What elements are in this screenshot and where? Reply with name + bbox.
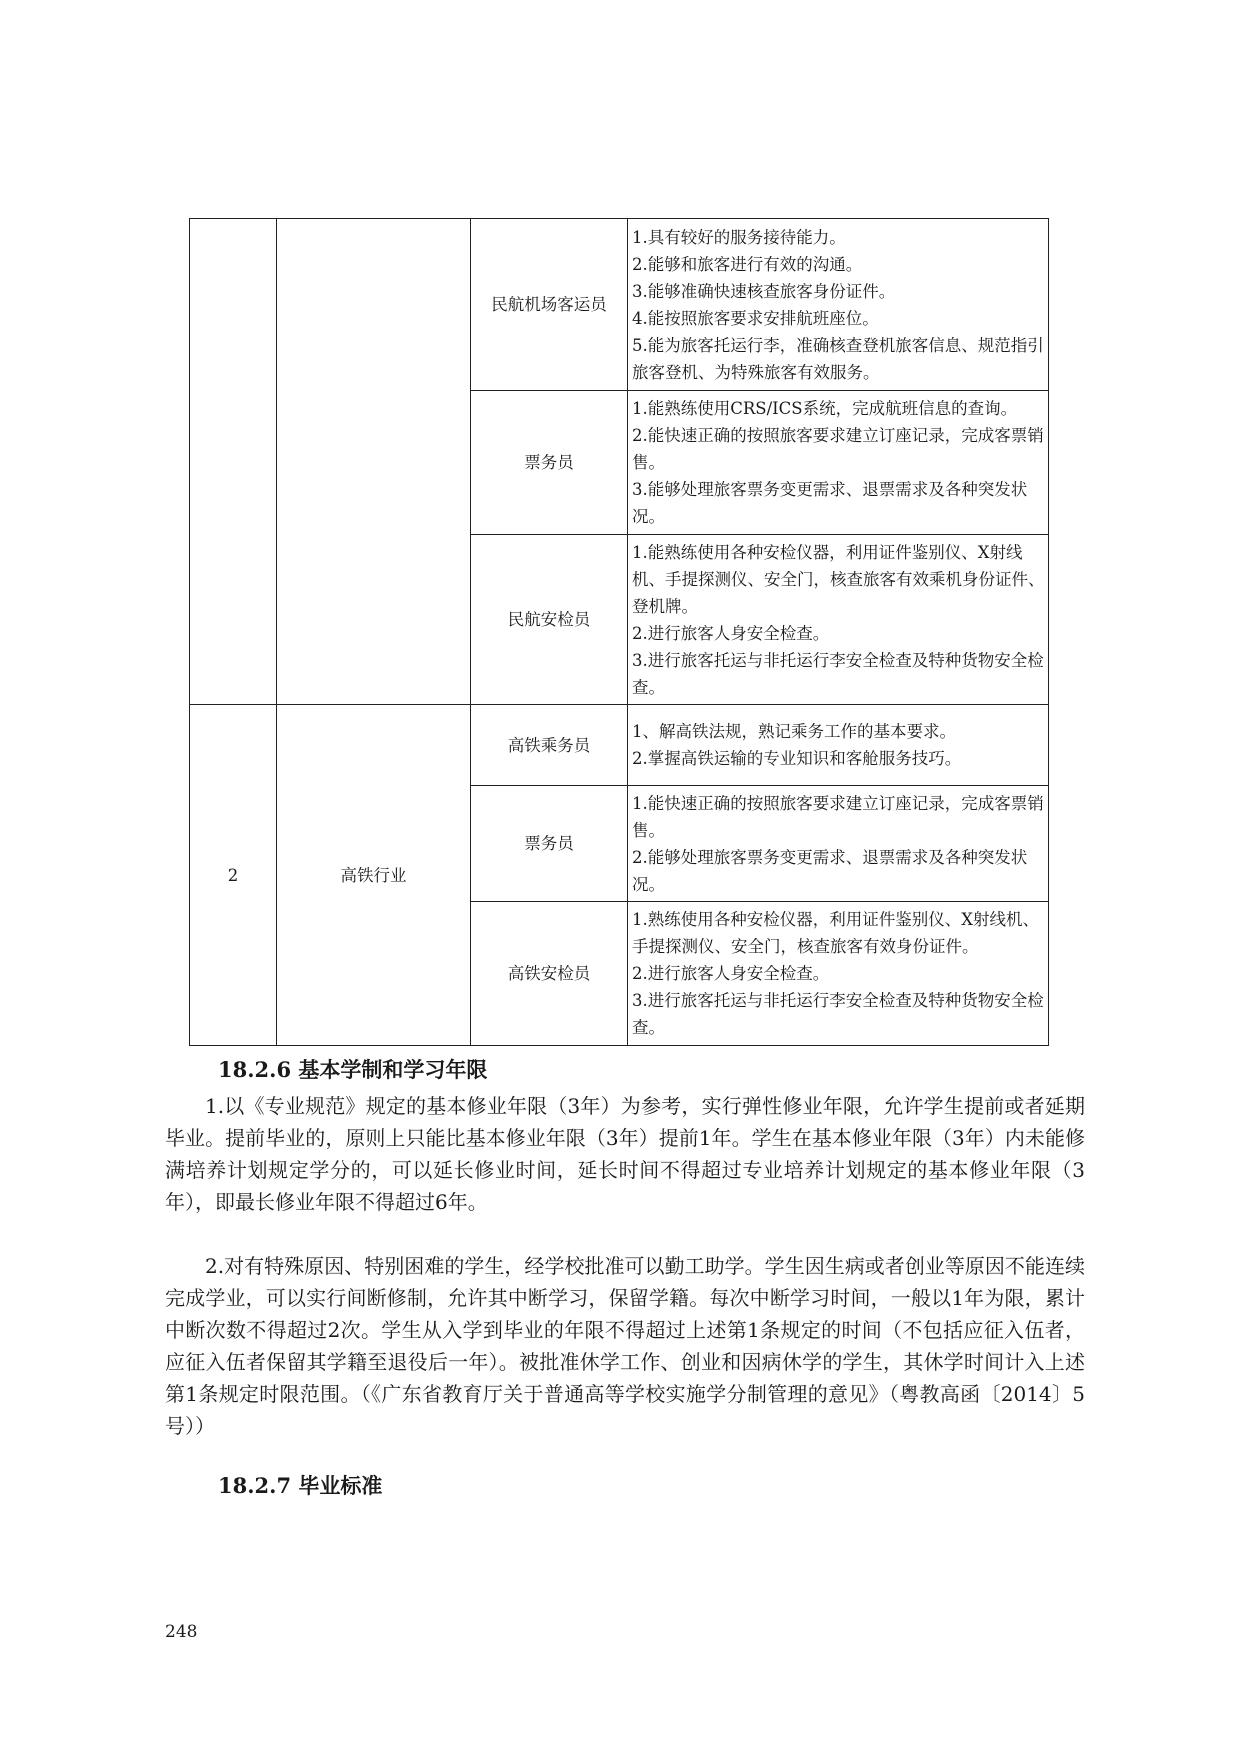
requirement-item: 1.熟练使用各种安检仪器，利用证件鉴别仪、X射线机、手提探测仪、安全门，核查旅客有效身份证件。 <box>632 910 1039 956</box>
requirement-item: 2.能够处理旅客票务变更需求、退票需求及各种突发状况。 <box>632 847 1028 894</box>
requirement-item: 1.能熟练使用各种安检仪器，利用证件鉴别仪、X射线机、手提探测仪、安全门，核查旅客有效乘机身份证件、登机牌。 <box>632 542 1045 616</box>
requirements-cell <box>628 786 1049 902</box>
row-number-cell: 2 <box>190 705 277 1046</box>
position-cell: 票务员 <box>471 786 628 902</box>
requirement-item: 1.能快速正确的按照旅客要求建立订座记录，完成客票销售。 <box>632 793 1044 840</box>
requirement-item: 1.具有较好的服务接待能力。 <box>632 227 846 247</box>
row-number-cell <box>190 219 277 705</box>
requirement-item: 2.掌握高铁运输的专业知识和客舱服务技巧。 <box>632 749 962 768</box>
requirements-cell <box>628 535 1049 705</box>
section-heading: 18.2.7 毕业标准 <box>218 1473 383 1498</box>
requirement-item: 5.能为旅客托运行李，准确核查登机旅客信息、规范指引旅客登机、为特殊旅客有效服务。 <box>632 335 1044 382</box>
table-row <box>190 705 1049 786</box>
requirement-item: 3.进行旅客托运与非托运行李安全检查及特种货物安全检查。 <box>632 991 1044 1037</box>
position-cell: 民航机场客运员 <box>471 219 628 391</box>
requirement-item: 1.能熟练使用CRS/ICS系统，完成航班信息的查询。 <box>632 399 1018 418</box>
industry-cell <box>277 219 471 705</box>
requirement-item: 2.进行旅客人身安全检查。 <box>632 623 830 643</box>
requirement-item: 2.能够和旅客进行有效的沟通。 <box>632 254 863 274</box>
requirement-item: 2.进行旅客人身安全检查。 <box>632 964 830 983</box>
body-paragraph: 1.以《专业规范》规定的基本修业年限（3年）为参考，实行弹性修业年限，允许学生提前或者延期毕业。提前毕业的，原则上只能比基本修业年限（3年）提前1年。学生在基本修业年限（3年）内未能修满培养计划规定学分的，可以延长修业时间，延长时间不得超过专业培养计划规定的基本修业年限（3年），即最长修业年限不得超过6年。 <box>165 1094 1085 1214</box>
requirements-cell <box>628 705 1049 786</box>
requirements-cell <box>628 391 1049 535</box>
body-paragraph: 2.对有特殊原因、特别困难的学生，经学校批准可以勤工助学。学生因生病或者创业等原因不能连续完成学业，可以实行间断修制，允许其中断学习，保留学籍。每次中断学习时间，一般以1年为限，累计中断次数不得超过2次。学生从入学到毕业的年限不得超过上述第1条规定的时间（不包括应征入伍者，应征入伍者保留其学籍至退役后一年）。被批准休学工作、创业和因病休学的学生，其休学时间计入上述第1条规定时限范围。（《广东省教育厅关于普通高等学校实施学分制管理的意见》（粤教高函〔2014〕5号）） <box>165 1254 1085 1438</box>
position-cell: 民航安检员 <box>471 535 628 705</box>
requirement-item: 3.能够准确快速核查旅客身份证件。 <box>632 281 896 301</box>
requirement-item: 3.进行旅客托运与非托运行李安全检查及特种货物安全检查。 <box>632 650 1044 697</box>
position-cell: 高铁安检员 <box>471 902 628 1046</box>
requirement-item: 1、解高铁法规，熟记乘务工作的基本要求。 <box>632 722 956 741</box>
job-requirements-table <box>189 218 1049 1046</box>
section-heading: 18.2.6 基本学制和学习年限 <box>218 1057 488 1082</box>
requirements-cell <box>628 902 1049 1046</box>
requirement-item: 4.能按照旅客要求安排航班座位。 <box>632 308 879 328</box>
requirements-cell <box>628 219 1049 391</box>
position-cell: 高铁乘务员 <box>471 705 628 786</box>
industry-cell: 高铁行业 <box>277 705 471 1046</box>
table-row <box>190 219 1049 391</box>
requirement-item: 3.能够处理旅客票务变更需求、退票需求及各种突发状况。 <box>632 480 1028 526</box>
position-cell: 票务员 <box>471 391 628 535</box>
page-number: 248 <box>165 1622 198 1642</box>
requirement-item: 2.能快速正确的按照旅客要求建立订座记录，完成客票销售。 <box>632 426 1044 472</box>
